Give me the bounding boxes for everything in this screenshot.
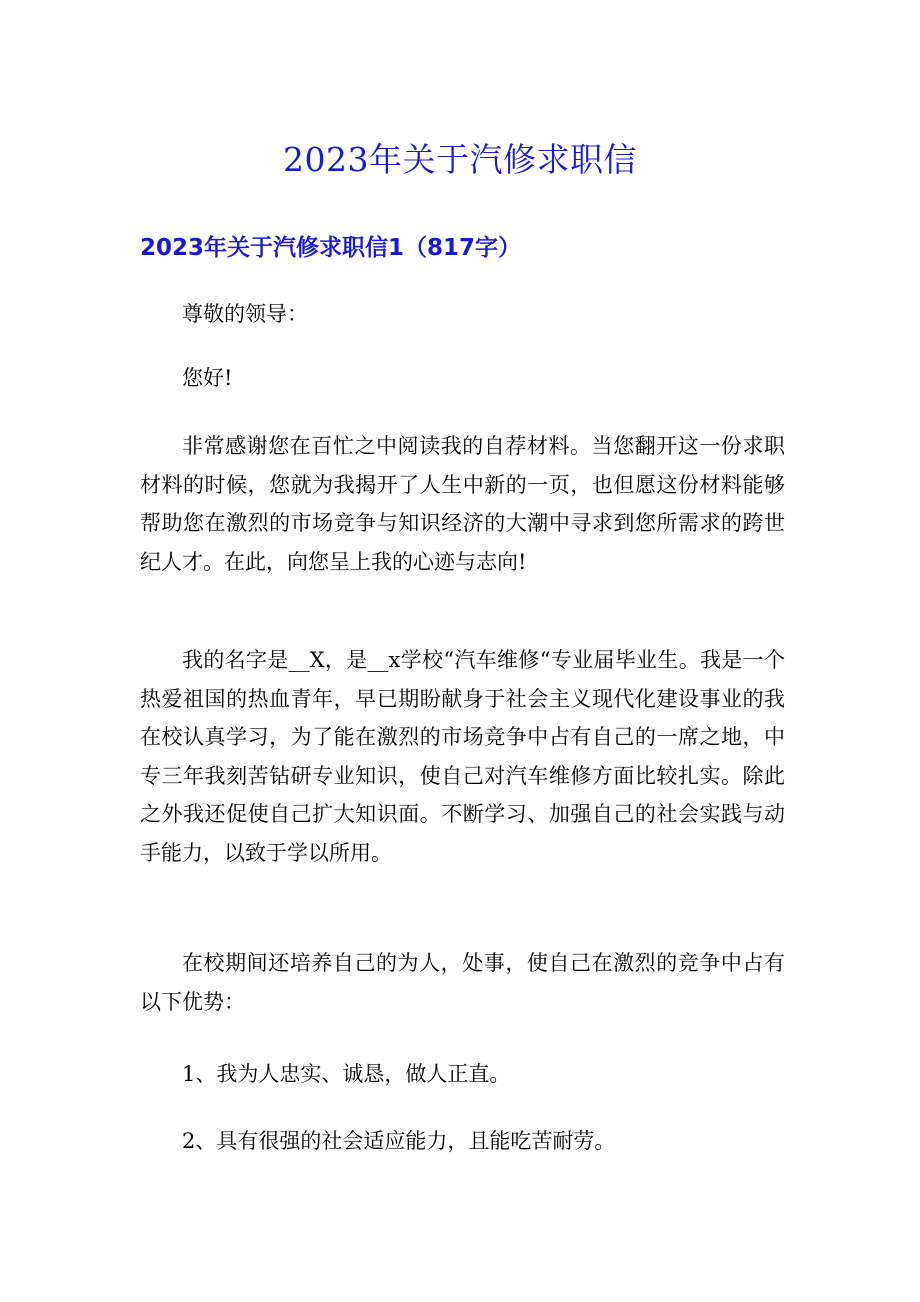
list-item-1: 1、我为人忠实、诚恳，做人正直。 bbox=[182, 1062, 511, 1086]
paragraph-advantages-intro: 在校期间还培养自己的为人，处事，使自己在激烈的竞争中占有以下优势： bbox=[140, 951, 785, 1014]
section-heading: 2023年关于汽修求职信1（817字） bbox=[140, 235, 522, 261]
paragraph-intro: 非常感谢您在百忙之中阅读我的自荐材料。当您翻开这一份求职材料的时候，您就为我揭开了人生中新的一页，也但愿这份材料能够帮助您在激烈的市场竞争与知识经济的大潮中寻求到您所需求的跨世纪人才。在此，向您呈上我的心迹与志向! bbox=[140, 434, 785, 574]
greeting: 您好! bbox=[182, 366, 233, 390]
paragraph-background: 我的名字是__X，是__x学校“汽车维修“专业届毕业生。我是一个热爱祖国的热血青年，早已期盼献身于社会主义现代化建设事业的我在校认真学习，为了能在激烈的市场竞争中占有自己的一席之地，中专三年我刻苦钻研专业知识，使自己对汽车维修方面比较扎实。除此之外我还促使自己扩大知识面。不断学习、加强自己的社会实践与动手能力，以致于学以所用。 bbox=[140, 648, 785, 865]
salutation: 尊敬的领导： bbox=[182, 302, 308, 326]
list-item-2: 2、具有很强的社会适应能力，且能吃苦耐劳。 bbox=[182, 1129, 616, 1153]
document-title: 2023年关于汽修求职信 bbox=[283, 140, 637, 179]
